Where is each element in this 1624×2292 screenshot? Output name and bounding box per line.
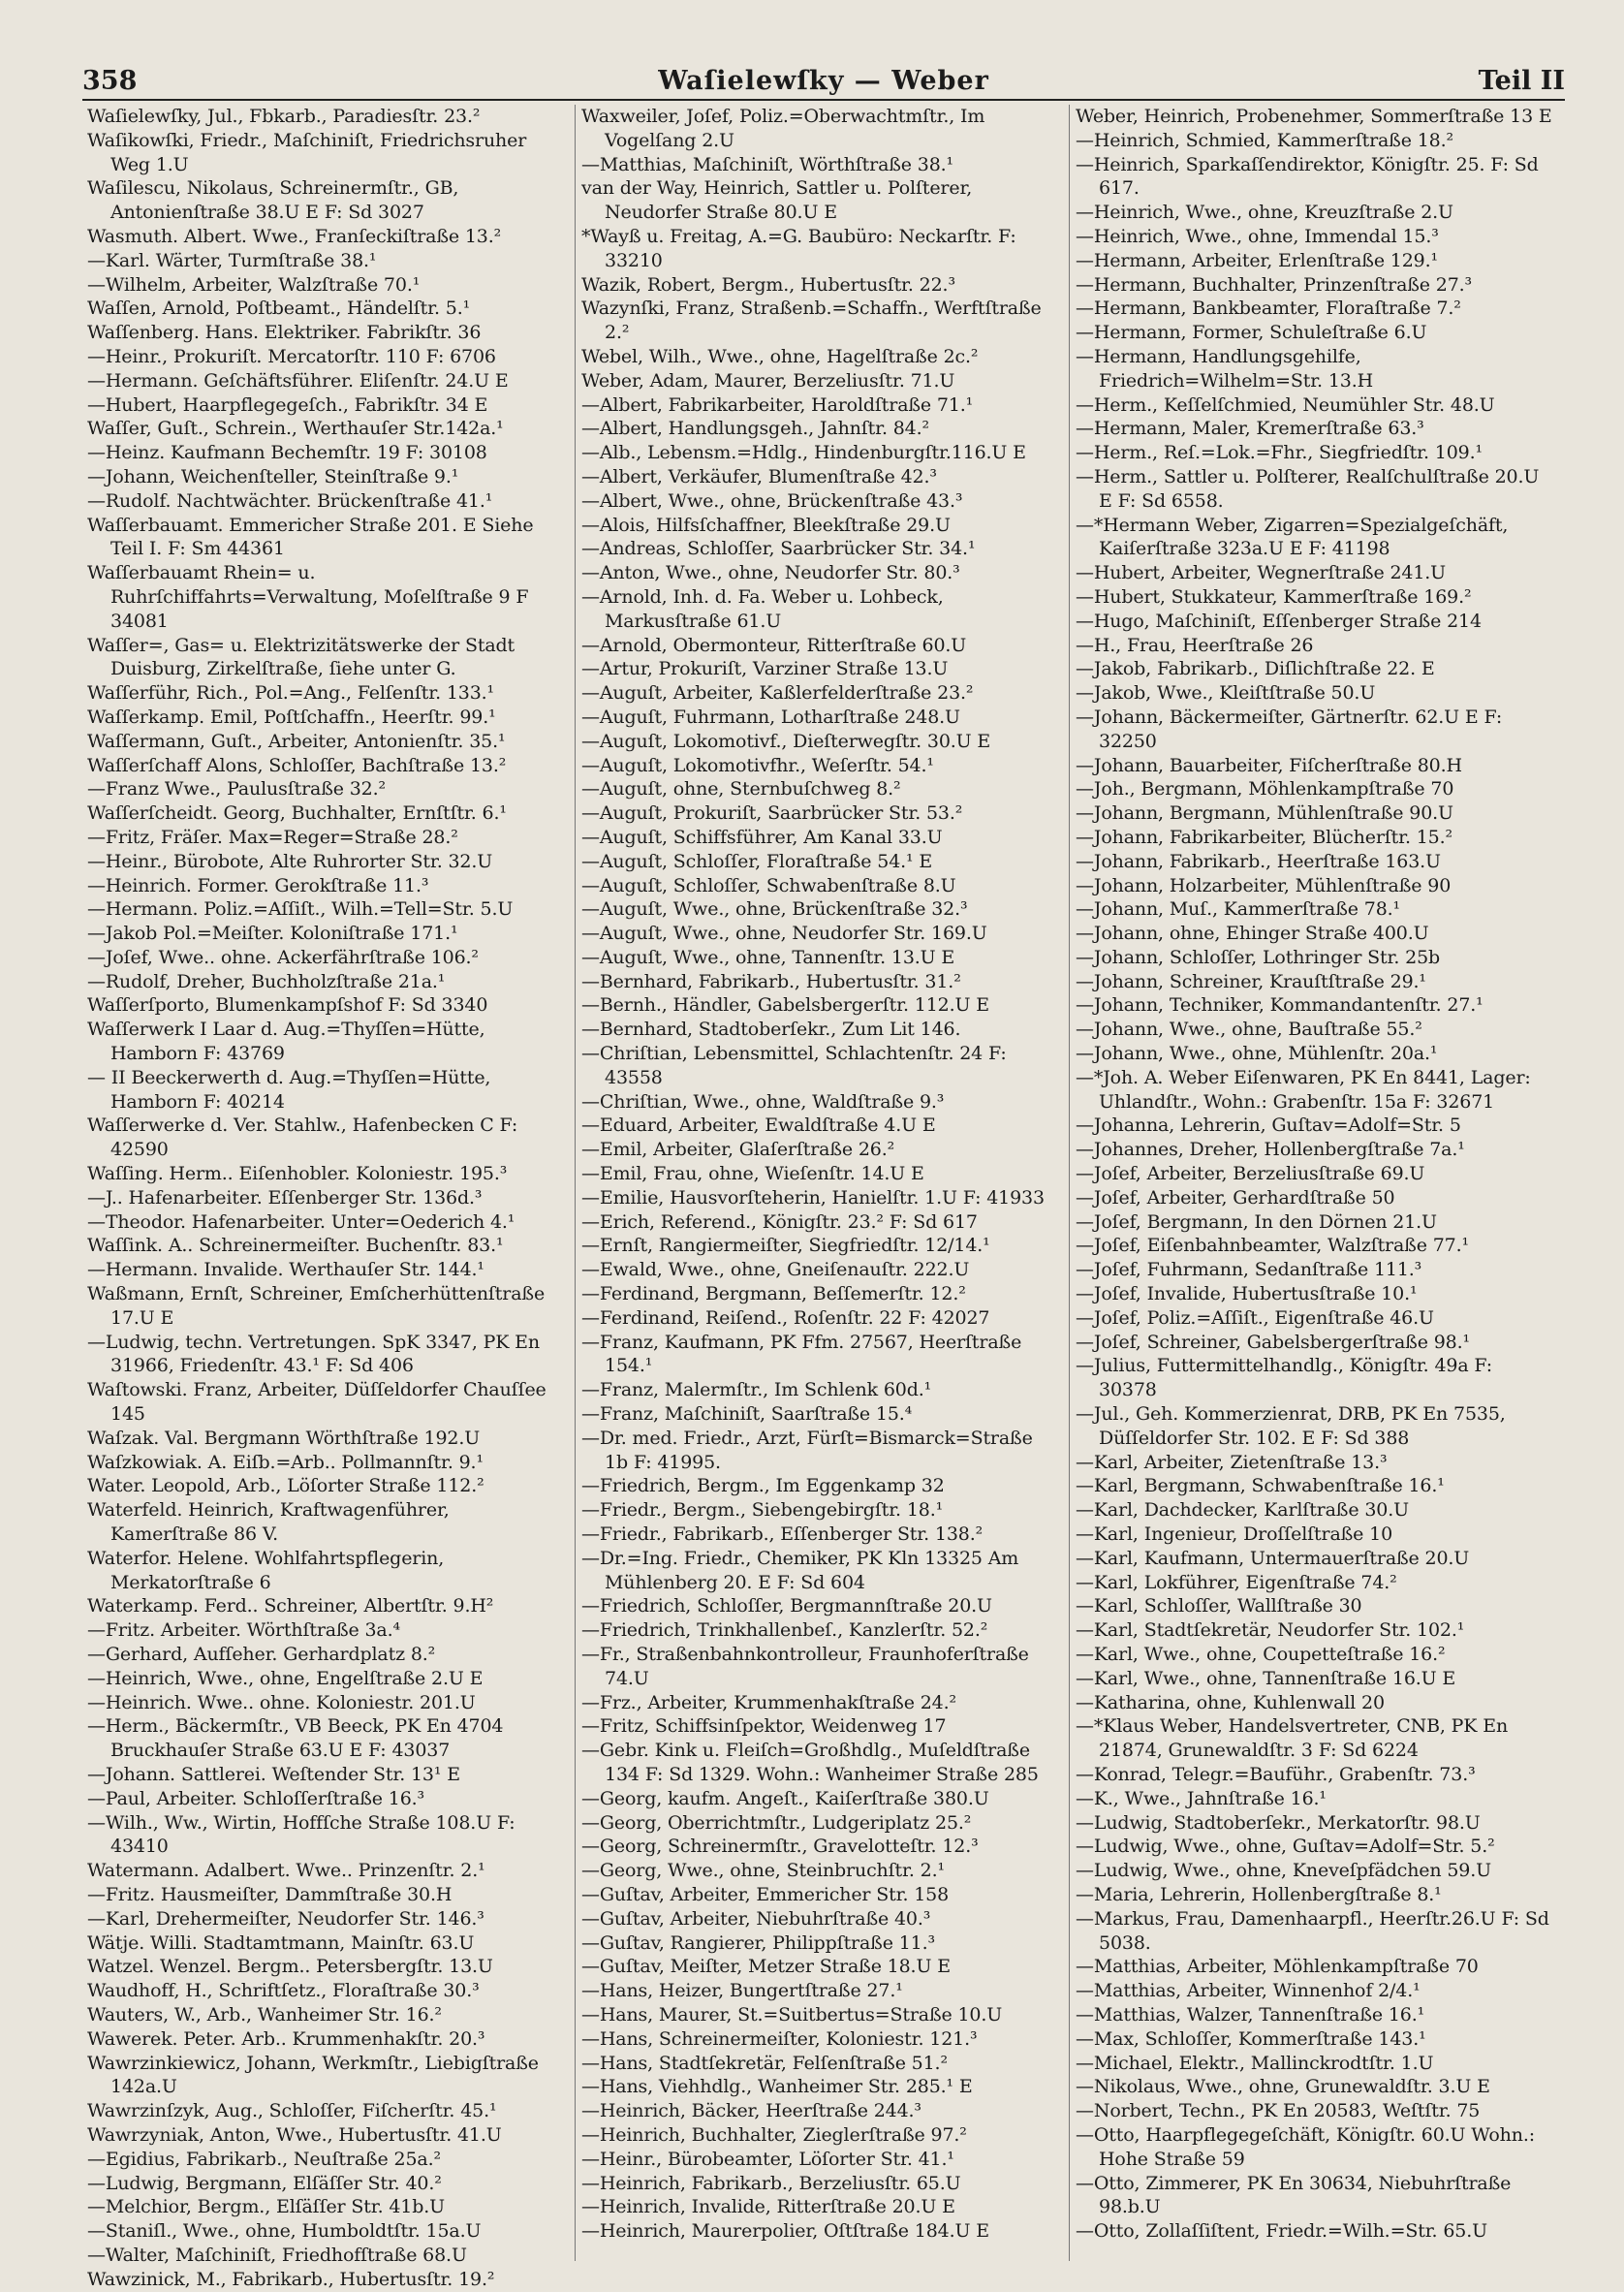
directory-entry: —Heinrich, Wwe., ohne, Engelſtraße 2.U E: [87, 1667, 484, 1689]
directory-entry: Waſſermann, Guſt., Arbeiter, Antonienſtr. 35.¹: [87, 730, 506, 752]
directory-entry: —Artur, Prokuriſt, Varziner Straße 13.U: [581, 658, 949, 680]
directory-entry: Wawzinick, M., Fabrikarb., Hubertusſtr. 19.²: [87, 2268, 495, 2290]
directory-entry: —Otto, Haarpflegegeſchäft, Königſtr. 60.U Wohn.: Hohe Straße 59: [1076, 2123, 1535, 2170]
directory-entry: Waterkamp. Ferd.. Schreiner, Albertſtr. 9.H²: [87, 1595, 494, 1617]
directory-entry: Waſſenberg. Hans. Elektriker. Fabrikſtr. 36: [87, 322, 482, 344]
directory-entry: —Auguſt, Schloſſer, Schwabenſtraße 8.U: [581, 874, 956, 896]
directory-entry: —Johann, Techniker, Kommandantenſtr. 27.¹: [1076, 994, 1483, 1017]
directory-entry: —Friedr., Fabrikarb., Eſſenberger Str. 138.²: [581, 1523, 984, 1546]
directory-entry: —Joſef, Fuhrmann, Sedanſtraße 111.³: [1076, 1259, 1422, 1281]
directory-entry: —Albert, Verkäufer, Blumenſtraße 42.³: [581, 465, 937, 487]
directory-entry: —Heinrich, Bäcker, Heerſtraße 244.³: [581, 2100, 921, 2122]
directory-entry: —Jakob, Fabrikarb., Diſlichſtraße 22. E: [1076, 658, 1435, 680]
directory-entry: —Guſtav, Arbeiter, Emmericher Str. 158: [581, 1883, 950, 1905]
directory-entry: —Herm., Sattler u. Polſterer, Realſchulſtraße 20.U E F: Sd 6558.: [1076, 465, 1540, 512]
directory-entry: —Johann, Fabrikarb., Heerſtraße 163.U: [1076, 850, 1441, 872]
directory-entry: —Heinrich, Wwe., ohne, Kreuzſtraße 2.U: [1076, 202, 1453, 224]
directory-entry: Weber, Heinrich, Probenehmer, Sommerſtraße 13 E: [1076, 106, 1552, 127]
directory-entry: —Karl, Lokführer, Eigenſtraße 74.²: [1076, 1571, 1397, 1593]
directory-entry: —Ernſt, Rangiermeiſter, Siegfriedſtr. 12/14.¹: [581, 1235, 990, 1257]
directory-entry: Waſſerführ, Rich., Pol.=Ang., Felſenſtr. 133.¹: [87, 682, 495, 705]
directory-entry: —Emil, Arbeiter, Glaſerſtraße 26.²: [581, 1139, 895, 1161]
directory-entry: —Konrad, Telegr.=Bauführ., Grabenſtr. 73.³: [1076, 1763, 1476, 1785]
directory-entry: —Auguſt, ohne, Sternbuſchweg 8.²: [581, 778, 901, 801]
directory-entry: —Albert, Wwe., ohne, Brückenſtraße 43.³: [581, 489, 963, 512]
directory-entry: —Ludwig, Wwe., ohne, Guſtav=Adolf=Str. 5.²: [1076, 1836, 1495, 1858]
directory-entry: Waſſer=, Gas= u. Elektrizitätswerke der Stadt Duisburg, Zirkelſtraße, ſiehe unter G.: [87, 634, 515, 680]
directory-entry: —Johann, Schloſſer, Lothringer Str. 25b: [1076, 946, 1441, 968]
directory-entry: —Chriſtian, Lebensmittel, Schlachtenſtr. 24 F: 43558: [581, 1043, 1007, 1088]
directory-entry: —Joh., Bergmann, Möhlenkampſtraße 70: [1076, 778, 1454, 801]
page-title: Waſielewſky — Weber: [658, 66, 989, 96]
directory-entry: —Gebr. Kink u. Fleiſch=Großhdlg., Muſeldſtraße 134 F: Sd 1329. Wohn.: Wanheimer Straße 285: [581, 1740, 1039, 1785]
directory-entry: —Johann, Wwe., ohne, Mühlenſtr. 20a.¹: [1076, 1043, 1438, 1065]
directory-entry: —Hermann. Poliz.=Aſſiſt., Wilh.=Tell=Str. 5.U: [87, 898, 514, 921]
directory-entry: Wasmuth. Albert. Wwe., Franſeckiſtraße 13.²: [87, 225, 502, 247]
directory-entry: —Gerhard, Aufſeher. Gerhardplatz 8.²: [87, 1644, 436, 1665]
directory-entry: —Emilie, Hausvorſteherin, Hanielſtr. 1.U F: 41933: [581, 1186, 1045, 1209]
directory-entry: —Ewald, Wwe., ohne, Gneiſenauſtr. 222.U: [581, 1259, 970, 1281]
directory-entry: —Andreas, Schloſſer, Saarbrücker Str. 34.¹: [581, 538, 976, 560]
directory-entry: —Hans, Maurer, St.=Suitbertus=Straße 10.U: [581, 2003, 1003, 2025]
directory-entry: —Bernhard, Stadtoberſekr., Zum Lit 146.: [581, 1019, 961, 1041]
column-divider: [1069, 105, 1070, 2261]
directory-entry: Waxweiler, Joſef, Poliz.=Oberwachtmſtr., Im Vogelſang 2.U: [581, 106, 985, 151]
directory-entry: —Rudolf, Dreher, Buchholzſtraße 21a.¹: [87, 970, 446, 992]
directory-entry: Watzel. Wenzel. Bergm.. Petersbergſtr. 13.U: [87, 1956, 493, 1978]
directory-entry: —Michael, Elektr., Mallinckrodtſtr. 1.U: [1076, 2052, 1434, 2074]
page-number: 358: [82, 66, 138, 96]
directory-entry: —Johann. Sattlerei. Weſtender Str. 13¹ E: [87, 1763, 460, 1785]
directory-entry: Wawrzinkiewicz, Johann, Werkmſtr., Liebigſtraße 142a.U: [87, 2052, 539, 2098]
directory-entry: —*Joh. A. Weber Eiſenwaren, PK En 8441, Lager: Uhlandſtr., Wohn.: Grabenſtr. 15a F: 32671: [1076, 1066, 1531, 1113]
directory-entry: —K., Wwe., Jahnſtraße 16.¹: [1076, 1787, 1327, 1809]
column-2: [581, 105, 1058, 2261]
directory-entry: —Guſtav, Arbeiter, Niebuhrſtraße 40.³: [581, 1907, 931, 1930]
directory-entry: Wawrzinſzyk, Aug., Schloſſer, Fiſcherſtr. 45.¹: [87, 2100, 497, 2122]
directory-entry: —Franz, Maſchiniſt, Saarſtraße 15.⁴: [581, 1403, 913, 1426]
directory-entry: —Bernh., Händler, Gabelsbergerſtr. 112.U E: [581, 994, 989, 1017]
directory-entry: —Karl, Kaufmann, Untermauerſtraße 20.U: [1076, 1547, 1470, 1569]
directory-entry: —Karl, Arbeiter, Zietenſtraße 13.³: [1076, 1451, 1388, 1473]
directory-entry: —Matthias, Arbeiter, Möhlenkampſtraße 70: [1076, 1956, 1479, 1978]
directory-entry: —Katharina, ohne, Kuhlenwall 20: [1076, 1691, 1385, 1713]
directory-entry: —Albert, Fabrikarbeiter, Haroldſtraße 71.¹: [581, 393, 974, 416]
directory-entry: —Heinrich, Maurerpolier, Oſtſtraße 184.U E: [581, 2220, 989, 2243]
directory-entry: —Johann, Muſ., Kammerſtraße 78.¹: [1076, 898, 1400, 921]
directory-entry: —Markus, Frau, Damenhaarpfl., Heerſtr.26.U F: Sd 5038.: [1076, 1907, 1549, 1954]
directory-entry: —Franz, Malermſtr., Im Schlenk 60d.¹: [581, 1379, 932, 1401]
directory-entry: Waſſerwerke d. Ver. Stahlw., Hafenbecken C F: 42590: [87, 1115, 518, 1161]
directory-entry: —Auguſt, Fuhrmann, Lotharſtraße 248.U: [581, 706, 960, 728]
directory-entry: —Heinrich, Sparkaſſendirektor, Königſtr. 25. F: Sd 617.: [1076, 153, 1539, 200]
directory-entry: —Bernhard, Fabrikarb., Hubertusſtr. 31.²: [581, 970, 961, 992]
directory-entry: van der Way, Heinrich, Sattler u. Polſterer, Neudorfer Straße 80.U E: [581, 177, 973, 224]
directory-entry: —Norbert, Techn., PK En 20583, Weſtſtr. 75: [1076, 2100, 1481, 2122]
directory-entry: —Otto, Zollaſſiſtent, Friedr.=Wilh.=Str. 65.U: [1076, 2220, 1487, 2243]
directory-entry: Waſſink. A.. Schreinermeiſter. Buchenſtr. 83.¹: [87, 1235, 504, 1257]
directory-entry: —Joſef, Arbeiter, Berzeliusſtraße 69.U: [1076, 1163, 1425, 1185]
directory-entry: —Joſef, Poliz.=Aſſiſt., Eigenſtraße 46.U: [1076, 1306, 1434, 1329]
directory-entry: —Albert, Handlungsgeh., Jahnſtr. 84.²: [581, 418, 929, 440]
directory-entry: —Joſef, Arbeiter, Gerhardſtraße 50: [1076, 1186, 1395, 1209]
directory-entry: —Matthias, Arbeiter, Winnenhof 2/4.¹: [1076, 1980, 1421, 2002]
page-header: [82, 62, 1565, 101]
directory-entry: —Johannes, Dreher, Hollenbergſtraße 7a.¹: [1076, 1139, 1465, 1161]
directory-entry: Wazik, Robert, Bergm., Hubertusſtr. 22.³: [581, 273, 955, 296]
directory-entry: Wawerek. Peter. Arb.. Krummenhakſtr. 20.³: [87, 2027, 485, 2050]
directory-entry: —Auguſt, Prokuriſt, Saarbrücker Str. 53.²: [581, 802, 963, 825]
directory-entry: Waterfor. Helene. Wohlfahrtspflegerin, Merkatorſtraße 6: [87, 1547, 445, 1593]
directory-entry: —Hans, Viehhdlg., Wanheimer Str. 285.¹ E: [581, 2076, 973, 2098]
directory-entry: Waſſerſporto, Blumenkampſshof F: Sd 3340: [87, 994, 488, 1017]
directory-entry: Waſſerbauamt Rhein= u. Ruhrſchiffahrts=Verwaltung, Moſelſtraße 9 F 34081: [87, 562, 529, 632]
directory-entry: —Heinz. Kaufmann Bechemſtr. 19 F: 30108: [87, 442, 487, 464]
directory-entry: —Karl, Ingenieur, Droſſelſtraße 10: [1076, 1523, 1393, 1546]
directory-entry: —Johann, Weichenſteller, Steinſtraße 9.¹: [87, 465, 459, 487]
directory-entry: —Rudolf. Nachtwächter. Brückenſtraße 41.¹: [87, 489, 493, 512]
directory-entry: —Hugo, Maſchiniſt, Eſſenberger Straße 214: [1076, 610, 1482, 632]
directory-entry: —Guſtav, Meiſter, Metzer Straße 18.U E: [581, 1956, 951, 1978]
directory-entry: —Hermann. Geſchäftsführer. Eliſenſtr. 24.U E: [87, 369, 509, 392]
directory-entry: Waſſerſchaff Alons, Schloſſer, Bachſtraße 13.²: [87, 754, 507, 776]
directory-entry: Waſzak. Val. Bergmann Wörthſtraße 192.U: [87, 1427, 481, 1449]
directory-entry: —Karl, Schloſſer, Wallſtraße 30: [1076, 1595, 1362, 1617]
directory-entry: —Fritz. Arbeiter. Wörthſtraße 3a.⁴: [87, 1619, 400, 1642]
part-label: Teil II: [1478, 66, 1565, 96]
directory-entry: —Theodor. Hafenarbeiter. Unter=Oederich 4.¹: [87, 1210, 515, 1233]
directory-entry: —Hermann, Arbeiter, Erlenſtraße 129.¹: [1076, 249, 1438, 271]
directory-entry: —Ferdinand, Bergmann, Beſſemerſtr. 12.²: [581, 1283, 966, 1305]
directory-entry: — II Beeckerwerth d. Aug.=Thyſſen=Hütte, Hamborn F: 40214: [87, 1066, 491, 1113]
directory-entry: —Walter, Maſchiniſt, Friedhofſtraße 68.U: [87, 2244, 467, 2266]
directory-entry: —Johann, Bauarbeiter, Fiſcherſtraße 80.H: [1076, 754, 1462, 776]
directory-entry: Waſzkowiak. A. Eiſb.=Arb.. Pollmannſtr. 9.¹: [87, 1451, 484, 1473]
directory-entry: —Johann, Schreiner, Krauſtſtraße 29.¹: [1076, 970, 1426, 992]
directory-entry: —Johann, ohne, Ehinger Straße 400.U: [1076, 923, 1429, 945]
directory-entry: —Hans, Schreinermeiſter, Koloniestr. 121.³: [581, 2027, 978, 2050]
directory-entry: —Melchior, Bergm., Elſäſſer Str. 41b.U: [87, 2196, 445, 2218]
directory-entry: —*Klaus Weber, Handelsvertreter, CNB, PK En 21874, Grunewaldſtr. 3 F: Sd 6224: [1076, 1715, 1509, 1762]
directory-entry: —Erich, Referend., Königſtr. 23.² F: Sd 617: [581, 1210, 978, 1233]
directory-entry: —Staniſl., Wwe., ohne, Humboldtſtr. 15a.U: [87, 2220, 482, 2243]
directory-entry: —Karl, Stadtſekretär, Neudorfer Str. 102.¹: [1076, 1619, 1465, 1642]
directory-entry: —Heinr., Prokuriſt. Mercatorſtr. 110 F: 6706: [87, 345, 496, 367]
directory-entry: —Heinrich, Buchhalter, Zieglerſtraße 97.²: [581, 2123, 967, 2146]
directory-entry: —Fritz, Schiffsinſpektor, Weidenweg 17: [581, 1715, 947, 1738]
directory-entry: —Karl, Drehermeiſter, Neudorfer Str. 146.³: [87, 1907, 484, 1930]
directory-entry: —Karl. Wärter, Turmſtraße 38.¹: [87, 249, 377, 271]
directory-entry: —Emil, Frau, ohne, Wieſenſtr. 14.U E: [581, 1163, 924, 1185]
directory-entry: —Johann, Fabrikarbeiter, Blücherſtr. 15.²: [1076, 826, 1452, 848]
directory-entry: —Heinrich, Invalide, Ritterſtraße 20.U E: [581, 2196, 955, 2218]
directory-entry: —Auguſt, Wwe., ohne, Brückenſtraße 32.³: [581, 898, 968, 921]
directory-entry: Wazynſki, Franz, Straßenb.=Schaffn., Werftſtraße 2.²: [581, 298, 1042, 344]
directory-entry: Waſikowſki, Friedr., Maſchiniſt, Friedrichsruher Weg 1.U: [87, 129, 527, 175]
directory-entry: —Arnold, Obermonteur, Ritterſtraße 60.U: [581, 634, 967, 656]
directory-entry: —Otto, Zimmerer, PK En 30634, Niebuhrſtraße 98.b.U: [1076, 2172, 1512, 2218]
directory-entry: —*Hermann Weber, Zigarren=Spezialgeſchäft, Kaiſerſtraße 323a.U E F: 41198: [1076, 514, 1509, 560]
directory-entry: —Auguſt, Schloſſer, Floraſtraße 54.¹ E: [581, 850, 933, 872]
directory-entry: —Johann, Holzarbeiter, Mühlenſtraße 90: [1076, 874, 1452, 896]
directory-entry: —J.. Hafenarbeiter. Eſſenberger Str. 136d.³: [87, 1186, 483, 1209]
directory-entry: *Wayß u. Freitag, A.=G. Baubüro: Neckarſtr. F: 33210: [581, 225, 1016, 271]
directory-entry: —Heinr., Bürobeamter, Löſorter Str. 41.¹: [581, 2148, 954, 2170]
directory-entry: —Joſef, Schreiner, Gabelsbergerſtraße 98.¹: [1076, 1331, 1470, 1353]
directory-entry: —Alb., Lebensm.=Hdlg., Hindenburgſtr.116.U E: [581, 442, 1026, 464]
directory-entry: Waſſerwerk I Laar d. Aug.=Thyſſen=Hütte, Hamborn F: 43769: [87, 1019, 485, 1065]
directory-entry: Wätje. Willi. Stadtamtmann, Mainſtr. 63.U: [87, 1931, 475, 1954]
directory-entry: —Heinr., Bürobote, Alte Ruhrorter Str. 32.U: [87, 850, 493, 872]
column-1: [87, 105, 564, 2290]
directory-entry: —Auguſt, Wwe., ohne, Neudorfer Str. 169.U: [581, 923, 987, 945]
directory-entry: —Johann, Wwe., ohne, Bauſtraße 55.²: [1076, 1019, 1422, 1041]
directory-entry: —Heinrich, Wwe., ohne, Immendal 15.³: [1076, 225, 1439, 247]
directory-entry: —Fritz. Hausmeiſter, Dammſtraße 30.H: [87, 1883, 453, 1905]
directory-entry: —Herm., Keſſelſchmied, Neumühler Str. 48.U: [1076, 393, 1495, 416]
directory-entry: Waſſerbauamt. Emmericher Straße 201. E Siehe Teil I. F: Sm 44361: [87, 514, 534, 560]
directory-entry: —Fritz, Fräſer. Max=Reger=Straße 28.²: [87, 826, 458, 848]
directory-entry: —Dr.=Ing. Friedr., Chemiker, PK Kln 13325 Am Mühlenberg 20. E F: Sd 604: [581, 1547, 1019, 1593]
directory-entry: —Ludwig, Wwe., ohne, Kneveſpfädchen 59.U: [1076, 1860, 1491, 1882]
directory-entry: Waterfeld. Heinrich, Kraftwagenführer, Kamerſtraße 86 V.: [87, 1499, 450, 1546]
directory-entry: —Karl, Wwe., ohne, Coupetteſtraße 16.²: [1076, 1644, 1446, 1665]
directory-entry: —Franz Wwe., Paulusſtraße 32.²: [87, 778, 386, 801]
directory-entry: —Hermann. Invalide. Werthauſer Str. 144.¹: [87, 1259, 484, 1281]
directory-entry: —Hermann, Bankbeamter, Floraſtraße 7.²: [1076, 298, 1461, 320]
directory-entry: —Heinrich. Former. Gerokſtraße 11.³: [87, 874, 429, 896]
directory-entry: Waudhoff, H., Schriftſetz., Floraſtraße 30.³: [87, 1980, 480, 2002]
directory-entry: —Fr., Straßenbahnkontrolleur, Fraunhoferſtraße 74.U: [581, 1644, 1029, 1689]
directory-entry: Waſſen, Arnold, Poſtbeamt., Händelſtr. 5.¹: [87, 298, 471, 320]
directory-entry: —Maria, Lehrerin, Hollenbergſtraße 8.¹: [1076, 1883, 1442, 1905]
directory-entry: Weber, Adam, Maurer, Berzeliusſtr. 71.U: [581, 369, 955, 392]
directory-entry: —Joſef, Invalide, Hubertusſtraße 10.¹: [1076, 1283, 1418, 1305]
directory-entry: —Nikolaus, Wwe., ohne, Grunewaldſtr. 3.U E: [1076, 2076, 1490, 2098]
directory-entry: —Johann, Bäckermeiſter, Gärtnerſtr. 62.U E F: 32250: [1076, 706, 1503, 752]
directory-entry: —Joſef, Eiſenbahnbeamter, Walzſtraße 77.¹: [1076, 1235, 1469, 1257]
directory-entry: —Hubert, Arbeiter, Wegnerſtraße 241.U: [1076, 562, 1447, 584]
directory-entry: —Hermann, Buchhalter, Prinzenſtraße 27.³: [1076, 273, 1473, 296]
directory-entry: —Hans, Heizer, Bungertſtraße 27.¹: [581, 1980, 903, 2002]
directory-entry: —Auguſt, Lokomotivf., Dieſterwegſtr. 30.U E: [581, 730, 991, 752]
directory-entry: Waſielewſky, Jul., Fbkarb., Paradiesſtr. 23.²: [87, 106, 481, 127]
directory-entry: —Auguſt, Lokomotivfhr., Weſerſtr. 54.¹: [581, 754, 934, 776]
directory-entry: Waſtowski. Franz, Arbeiter, Düſſeldorfer Chauſſee 145: [87, 1379, 547, 1426]
directory-entry: Waſſerſcheidt. Georg, Buchhalter, Ernſtſtr. 6.¹: [87, 802, 507, 825]
directory-entry: —Friedrich, Bergm., Im Eggenkamp 32: [581, 1475, 945, 1497]
directory-entry: —Julius, Futtermittelhandlg., Königſtr. 49a F: 30378: [1076, 1355, 1492, 1401]
directory-entry: —Wilh., Ww., Wirtin, Hoffſche Straße 108.U F: 43410: [87, 1811, 515, 1858]
directory-entry: —Friedrich, Schloſſer, Bergmannſtraße 20.U: [581, 1595, 992, 1617]
directory-entry: —Matthias, Maſchiniſt, Wörthſtraße 38.¹: [581, 153, 954, 175]
directory-entry: —Jul., Geh. Kommerzienrat, DRB, PK En 7535, Düſſeldorfer Str. 102. E F: Sd 388: [1076, 1403, 1506, 1449]
directory-entry: —Alois, Hilfsſchaffner, Bleekſtraße 29.U: [581, 514, 951, 536]
directory-entry: Wawrzyniak, Anton, Wwe., Hubertusſtr. 41.U: [87, 2123, 502, 2146]
directory-entry: —Eduard, Arbeiter, Ewaldſtraße 4.U E: [581, 1115, 936, 1137]
directory-entry: Wauters, W., Arb., Wanheimer Str. 16.²: [87, 2003, 442, 2025]
directory-entry: Waſſerkamp. Emil, Poſtſchaffn., Heerſtr. 99.¹: [87, 706, 496, 728]
directory-entry: Waſſer, Guſt., Schrein., Werthauſer Str.142a.¹: [87, 418, 504, 440]
directory-entry: Webel, Wilh., Wwe., ohne, Hagelſtraße 2c.²: [581, 345, 979, 367]
directory-entry: —Hubert, Haarpflegegeſch., Fabrikſtr. 34 E: [87, 393, 488, 416]
directory-entry: —Georg, Oberrichtmſtr., Ludgeriplatz 25.²: [581, 1811, 972, 1834]
directory-entry: —Johann, Bergmann, Mühlenſtraße 90.U: [1076, 802, 1453, 825]
directory-entry: Watermann. Adalbert. Wwe.. Prinzenſtr. 2.¹: [87, 1860, 485, 1882]
directory-entry: —Wilhelm, Arbeiter, Walzſtraße 70.¹: [87, 273, 421, 296]
directory-entry: Waſilescu, Nikolaus, Schreinermſtr., GB, Antonienſtraße 38.U E F: Sd 3027: [87, 177, 459, 224]
directory-entry: —Hermann, Handlungsgehilfe, Friedrich=Wilhelm=Str. 13.H: [1076, 345, 1374, 392]
directory-entry: —Hans, Stadtſekretär, Felſenſtraße 51.²: [581, 2052, 948, 2074]
directory-entry: —Franz, Kaufmann, PK Ffm. 27567, Heerſtraße 154.¹: [581, 1331, 1022, 1377]
directory-entry: —Herm., Reſ.=Lok.=Fhr., Siegfriedſtr. 109.¹: [1076, 442, 1483, 464]
header-rule: [82, 99, 1565, 101]
directory-entry: —Anton, Wwe., ohne, Neudorfer Str. 80.³: [581, 562, 960, 584]
directory-entry: —Egidius, Fabrikarb., Neuſtraße 25a.²: [87, 2148, 441, 2170]
directory-entry: —Auguſt, Wwe., ohne, Tannenſtr. 13.U E: [581, 946, 955, 968]
directory-entry: —Johanna, Lehrerin, Guſtav=Adolf=Str. 5: [1076, 1115, 1461, 1137]
directory-entry: —H., Frau, Heerſtraße 26: [1076, 634, 1314, 656]
directory-entry: —Ludwig, Bergmann, Elſäſſer Str. 40.²: [87, 2172, 442, 2194]
directory-entry: —Auguſt, Schiffsführer, Am Kanal 33.U: [581, 826, 943, 848]
directory-entry: Waßmann, Ernſt, Schreiner, Emſcherhüttenſtraße 17.U E: [87, 1283, 546, 1329]
directory-entry: —Karl, Bergmann, Schwabenſtraße 16.¹: [1076, 1475, 1445, 1497]
directory-entry: —Arnold, Inh. d. Fa. Weber u. Lohbeck, Markusſtraße 61.U: [581, 585, 944, 632]
directory-entry: —Heinrich. Wwe.. ohne. Koloniestr. 201.U: [87, 1691, 476, 1713]
directory-entry: —Max, Schloſſer, Kommerſtraße 143.¹: [1076, 2027, 1426, 2050]
directory-entry: —Paul, Arbeiter. Schloſſerſtraße 16.³: [87, 1787, 425, 1809]
directory-entry: —Ferdinand, Reiſend., Roſenſtr. 22 F: 42027: [581, 1306, 990, 1329]
directory-entry: —Hermann, Former, Schuleſtraße 6.U: [1076, 322, 1427, 344]
directory-entry: —Ludwig, techn. Vertretungen. SpK 3347, PK En 31966, Friedenſtr. 43.¹ F: Sd 406: [87, 1331, 540, 1377]
directory-entry: —Heinrich, Fabrikarb., Berzeliusſtr. 65.U: [581, 2172, 961, 2194]
column-divider: [575, 105, 576, 2261]
directory-entry: —Dr. med. Friedr., Arzt, Fürſt=Bismarck=Straße 1b F: 41995.: [581, 1427, 1033, 1473]
directory-entry: —Joſef, Wwe.. ohne. Ackerfährſtraße 106.²: [87, 946, 479, 968]
directory-entry: Water. Leopold, Arb., Löſorter Straße 112.²: [87, 1475, 484, 1497]
directory-entry: —Matthias, Walzer, Tannenſtraße 16.¹: [1076, 2003, 1425, 2025]
column-3: [1076, 105, 1552, 2261]
directory-entry: —Georg, kaufm. Angeſt., Kaiſerſtraße 380.U: [581, 1787, 989, 1809]
directory-entry: —Frz., Arbeiter, Krummenhakſtraße 24.²: [581, 1691, 956, 1713]
directory-entry: —Friedr., Bergm., Siebengebirgſtr. 18.¹: [581, 1499, 944, 1522]
directory-entry: —Georg, Wwe., ohne, Steinbruchſtr. 2.¹: [581, 1860, 945, 1882]
directory-entry: —Karl, Wwe., ohne, Tannenſtraße 16.U E: [1076, 1667, 1456, 1689]
directory-entry: —Herm., Bäckermſtr., VB Beeck, PK En 4704 Bruckhauſer Straße 63.U E F: 43037: [87, 1715, 504, 1762]
directory-entry: Waſſing. Herm.. Eiſenhobler. Koloniestr. 195.³: [87, 1163, 508, 1185]
directory-entry: —Chriſtian, Wwe., ohne, Waldſtraße 9.³: [581, 1090, 945, 1113]
directory-entry: —Ludwig, Stadtoberſekr., Merkatorſtr. 98.U: [1076, 1811, 1481, 1834]
directory-entry: —Hermann, Maler, Kremerſtraße 63.³: [1076, 418, 1424, 440]
directory-entry: —Joſef, Bergmann, In den Dörnen 21.U: [1076, 1210, 1437, 1233]
directory-entry: —Jakob, Wwe., Kleiſtſtraße 50.U: [1076, 682, 1376, 705]
directory-entry: —Jakob Pol.=Meiſter. Koloniſtraße 171.¹: [87, 923, 458, 945]
directory-entry: —Hubert, Stukkateur, Kammerſtraße 169.²: [1076, 585, 1472, 608]
directory-entry: —Auguſt, Arbeiter, Kaßlerfelderſtraße 23.²: [581, 682, 974, 705]
directory-entry: —Karl, Dachdecker, Karlſtraße 30.U: [1076, 1499, 1409, 1522]
directory-entry: —Friedrich, Trinkhallenbeſ., Kanzlerſtr. 52.²: [581, 1619, 988, 1642]
directory-entry: —Guſtav, Rangierer, Philippſtraße 11.³: [581, 1931, 935, 1954]
directory-entry: —Georg, Schreinermſtr., Gravelotteſtr. 12.³: [581, 1836, 979, 1858]
directory-entry: —Heinrich, Schmied, Kammerſtraße 18.²: [1076, 129, 1453, 151]
